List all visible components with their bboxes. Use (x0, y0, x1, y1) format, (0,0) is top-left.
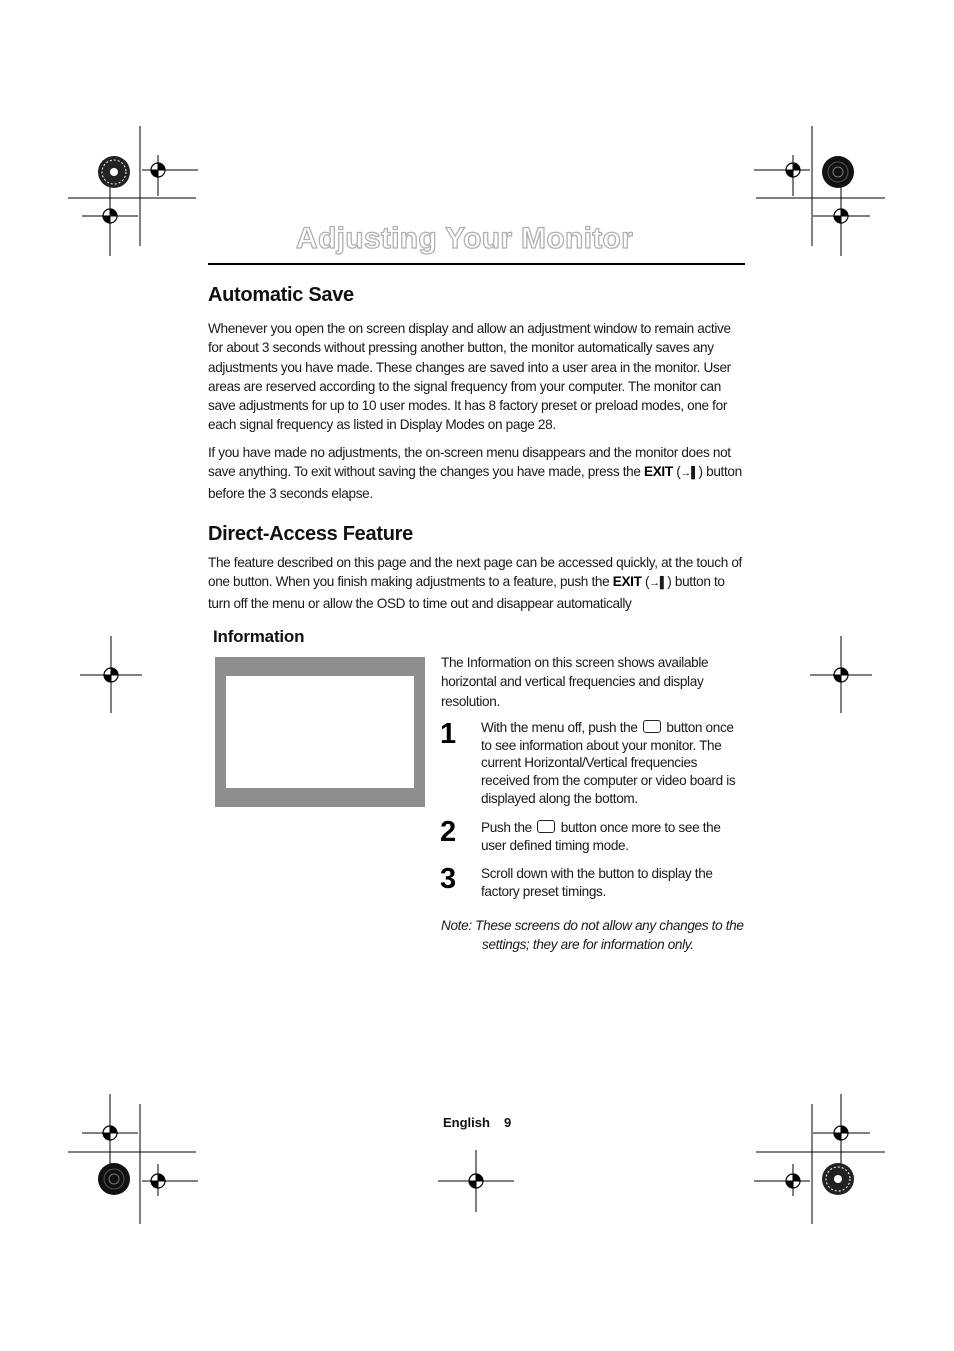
step-1-before: With the menu off, push the (481, 720, 638, 735)
direct-access-heading: Direct-Access Feature (208, 523, 413, 545)
footer-language: English (443, 1115, 490, 1130)
step-2-before: Push the (481, 820, 532, 835)
page-title: Adjusting Your Monitor (296, 222, 634, 255)
step-3-text: Scroll down with the button to display the factory preset timings. (481, 866, 713, 899)
exit-label: EXIT (612, 574, 642, 590)
para2-text-after: button before the 3 seconds elapse. (208, 464, 742, 501)
step-number-2: 2 (440, 816, 457, 848)
osd-screen-illustration (215, 657, 425, 807)
exit-icon: →▌ (680, 467, 699, 480)
menu-key-icon (643, 720, 661, 733)
information-note: Note: These screens do not allow any changes to the settings; they are for information only. (441, 918, 744, 952)
automatic-save-paragraph-2: If you have made no adjustments, the on-screen menu disappears and the monitor does not save anything. To exit without saving the changes you have made, press the EXIT (→▌) button before the 3 seconds elapse. (208, 445, 742, 501)
exit-icon: →▌ (649, 577, 668, 590)
step-1-after: button once to see information about your monitor. The current Horizontal/Vertical frequencies received from the computer or video board is displayed along the bottom. (481, 720, 736, 806)
exit-label: EXIT (643, 464, 673, 480)
step-number-1: 1 (440, 718, 457, 750)
osd-screen-display (226, 676, 414, 788)
footer-page-number: 9 (503, 1115, 512, 1130)
step-2-text (481, 819, 743, 854)
step-2-after: button once more to see the user defined timing mode. (481, 820, 721, 853)
information-heading: Information (213, 627, 305, 646)
menu-key-icon (537, 820, 555, 833)
information-intro: The Information on this screen shows available horizontal and vertical frequencies and display resolution. (441, 655, 709, 709)
step-number-3: 3 (440, 863, 457, 895)
step-1-text (481, 719, 743, 808)
page-footer (443, 1115, 525, 1130)
automatic-save-paragraph-1: Whenever you open the on screen display and allow an adjustment window to remain active for about 3 seconds without pressing another button, the monitor automatically saves any adjustments you have made. These changes are saved into a user area in the monitor. User areas are reserved according to the signal frequency from your computer. The monitor can save adjustments for up to 10 user modes. It has 8 factory preset or preload modes, one for each signal frequency as listed in Display Modes on page 28. (208, 321, 731, 433)
direct-access-text-after: button to turn off the menu or allow the OSD to time out and disappear automatically (208, 574, 725, 611)
direct-access-text-before: The feature described on this page and the next page can be accessed quickly, at the touch of one button. When you finish making adjustments to a feature, push the (208, 555, 742, 590)
direct-access-paragraph: The feature described on this page and the next page can be accessed quickly, at the touch of one button. When you finish making adjustments to a feature, push the EXIT (→▌) button to turn off the menu or allow the OSD to time out and disappear automatically (208, 555, 742, 611)
title-rule (208, 263, 745, 265)
automatic-save-heading: Automatic Save (208, 284, 354, 306)
para2-text-before: If you have made no adjustments, the on-screen menu disappears and the monitor does not save anything. To exit without saving the changes you have made, press the (208, 445, 731, 480)
